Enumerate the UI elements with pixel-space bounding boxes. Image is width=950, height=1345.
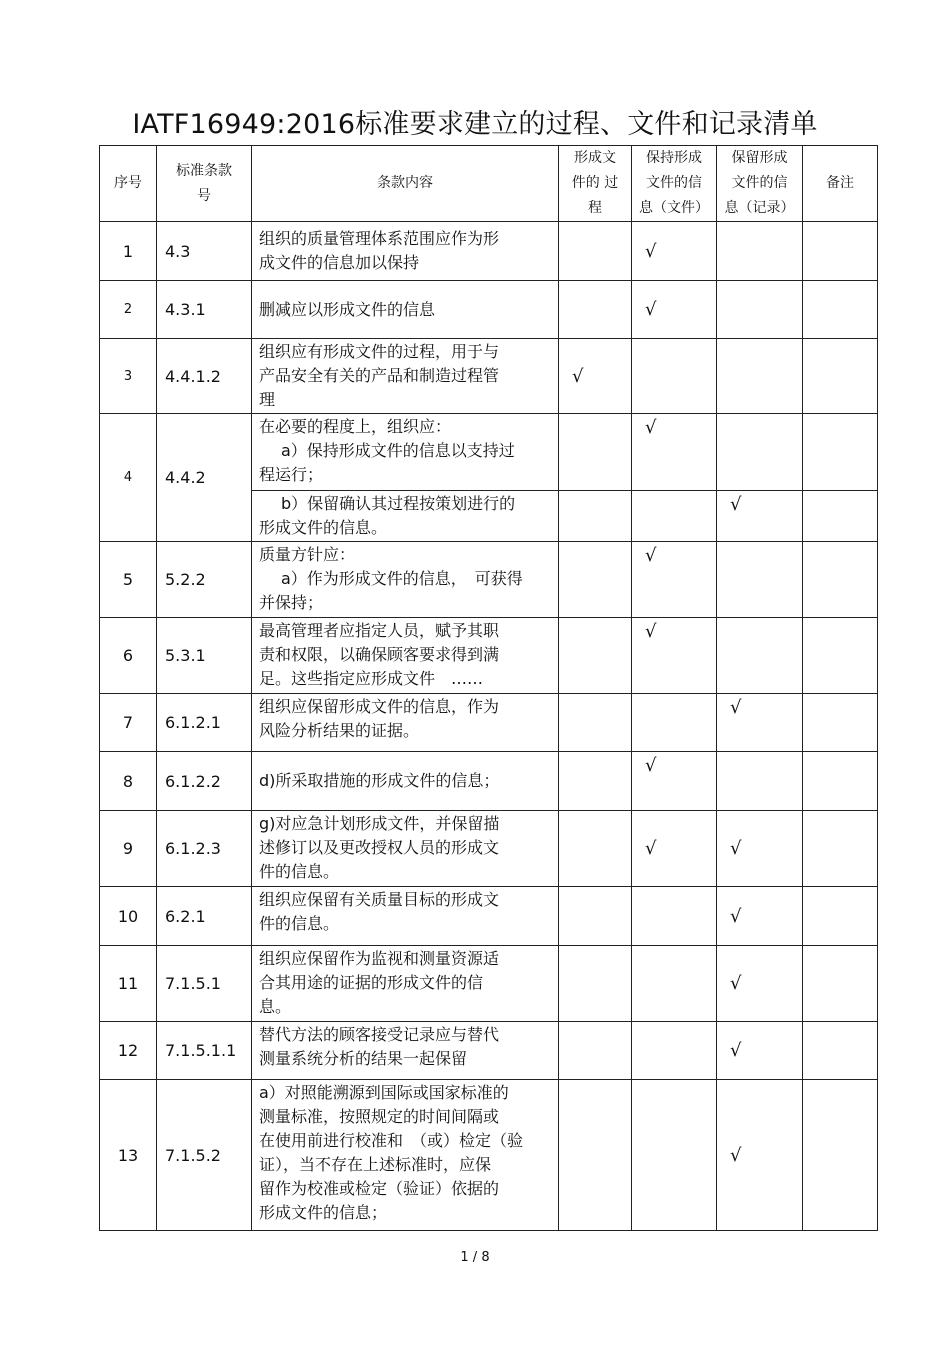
row-clause: 4.4.1.2 [157, 339, 252, 414]
row-remark [803, 752, 878, 811]
row-process-check [559, 946, 632, 1022]
row-maintain-check: √ [632, 281, 717, 339]
row-content: 组织应保留作为监视和测量资源适 合其用途的证据的形成文件的信 息。 [252, 946, 559, 1022]
row-content: 删减应以形成文件的信息 [252, 281, 559, 339]
header-retain: 保留形成 文件的信 息（记录） [717, 146, 803, 222]
header-process: 形成文 件的 过 程 [559, 146, 632, 222]
row-content: 组织应保留有关质量目标的形成文 件的信息。 [252, 887, 559, 946]
row-remark [803, 694, 878, 752]
row-maintain-check: √ [632, 542, 717, 618]
row-clause: 4.4.2 [157, 414, 252, 542]
row-remark [803, 542, 878, 618]
row-remark [803, 222, 878, 281]
row-retain-check [717, 618, 803, 694]
row-process-check [559, 222, 632, 281]
row-remark [803, 1022, 878, 1080]
row-no: 9 [100, 811, 157, 887]
row-clause: 7.1.5.1.1 [157, 1022, 252, 1080]
row-remark [803, 946, 878, 1022]
row-content: 最高管理者应指定人员，赋予其职 责和权限，以确保顾客要求得到满 足。这些指定应形成文件 …… [252, 618, 559, 694]
row-retain-check: √ [717, 946, 803, 1022]
row-content: 组织的质量管理体系范围应作为形 成文件的信息加以保持 [252, 222, 559, 281]
row-maintain-check [632, 1080, 717, 1231]
row-no: 13 [100, 1080, 157, 1231]
row-no: 8 [100, 752, 157, 811]
row-clause: 6.1.2.2 [157, 752, 252, 811]
row-clause: 4.3 [157, 222, 252, 281]
row-content: b）保留确认其过程按策划进行的 形成文件的信息。 [252, 491, 559, 542]
row-retain-check: √ [717, 887, 803, 946]
row-content: 在必要的程度上，组织应： a）保持形成文件的信息以支持过 程运行； [252, 414, 559, 491]
header-remark: 备注 [803, 146, 878, 222]
records-table [99, 145, 878, 1231]
row-no: 10 [100, 887, 157, 946]
table-row [100, 339, 878, 414]
row-process-check: √ [559, 339, 632, 414]
row-no: 4 [100, 414, 157, 542]
row-retain-check: √ [717, 1080, 803, 1231]
row-clause: 4.3.1 [157, 281, 252, 339]
page-title: IATF16949:2016标准要求建立的过程、文件和记录清单 [132, 109, 818, 140]
row-maintain-check: √ [632, 811, 717, 887]
page-number: 1 / 8 [460, 1250, 490, 1265]
row-process-check [559, 1022, 632, 1080]
row-process-check [559, 618, 632, 694]
header-row [100, 146, 878, 222]
row-maintain-check: √ [632, 414, 717, 491]
row-retain-check: √ [717, 811, 803, 887]
row-process-check [559, 887, 632, 946]
row-no: 12 [100, 1022, 157, 1080]
row-remark [803, 618, 878, 694]
row-retain-check [717, 752, 803, 811]
row-remark [803, 1080, 878, 1231]
row-no: 7 [100, 694, 157, 752]
row-maintain-check [632, 1022, 717, 1080]
row-retain-check: √ [717, 694, 803, 752]
row-clause: 7.1.5.2 [157, 1080, 252, 1231]
header-content: 条款内容 [252, 146, 559, 222]
row-remark [803, 491, 878, 542]
table-row [100, 414, 878, 491]
row-content: g)对应急计划形成文件，并保留描 述修订以及更改授权人员的形成文 件的信息。 [252, 811, 559, 887]
row-maintain-check [632, 887, 717, 946]
table-row [100, 1022, 878, 1080]
row-process-check [559, 414, 632, 491]
table-row [100, 887, 878, 946]
row-maintain-check [632, 694, 717, 752]
table-row [100, 752, 878, 811]
row-content: 替代方法的顾客接受记录应与替代 测量系统分析的结果一起保留 [252, 1022, 559, 1080]
row-remark [803, 414, 878, 491]
row-no: 5 [100, 542, 157, 618]
row-retain-check: √ [717, 491, 803, 542]
row-process-check [559, 491, 632, 542]
row-process-check [559, 542, 632, 618]
row-retain-check [717, 542, 803, 618]
table-row [100, 542, 878, 618]
row-clause: 5.3.1 [157, 618, 252, 694]
row-content: 组织应有形成文件的过程，用于与 产品安全有关的产品和制造过程管 理 [252, 339, 559, 414]
table-row [100, 946, 878, 1022]
row-content: a）对照能溯源到国际或国家标准的 测量标准，按照规定的时间间隔或 在使用前进行校准和 （或）检定（验 证），当不存在上述标准时，应保 留作为校准或检定（验证）依据的 形成文件的信息； [252, 1080, 559, 1231]
header-clause: 标准条款 号 [157, 146, 252, 222]
row-maintain-check [632, 339, 717, 414]
row-no: 2 [100, 281, 157, 339]
row-clause: 7.1.5.1 [157, 946, 252, 1022]
row-retain-check [717, 339, 803, 414]
row-retain-check [717, 222, 803, 281]
row-no: 1 [100, 222, 157, 281]
row-maintain-check [632, 946, 717, 1022]
row-remark [803, 281, 878, 339]
table-row [100, 618, 878, 694]
row-no: 3 [100, 339, 157, 414]
row-process-check [559, 694, 632, 752]
table-row [100, 1080, 878, 1231]
row-retain-check: √ [717, 1022, 803, 1080]
row-no: 11 [100, 946, 157, 1022]
header-no: 序号 [100, 146, 157, 222]
row-retain-check [717, 281, 803, 339]
row-process-check [559, 752, 632, 811]
row-clause: 6.1.2.1 [157, 694, 252, 752]
row-content: 组织应保留形成文件的信息，作为 风险分析结果的证据。 [252, 694, 559, 752]
row-remark [803, 339, 878, 414]
row-maintain-check: √ [632, 222, 717, 281]
header-maintain: 保持形成 文件的信 息（文件） [632, 146, 717, 222]
row-content: 质量方针应： a）作为形成文件的信息， 可获得 并保持； [252, 542, 559, 618]
row-clause: 5.2.2 [157, 542, 252, 618]
row-maintain-check [632, 491, 717, 542]
table-row [100, 222, 878, 281]
table-row [100, 694, 878, 752]
row-maintain-check: √ [632, 752, 717, 811]
row-clause: 6.2.1 [157, 887, 252, 946]
row-process-check [559, 811, 632, 887]
row-clause: 6.1.2.3 [157, 811, 252, 887]
row-retain-check [717, 414, 803, 491]
table-row [100, 281, 878, 339]
row-process-check [559, 281, 632, 339]
row-content: d)所采取措施的形成文件的信息； [252, 752, 559, 811]
row-process-check [559, 1080, 632, 1231]
row-remark [803, 887, 878, 946]
table-row [100, 811, 878, 887]
row-no: 6 [100, 618, 157, 694]
row-maintain-check: √ [632, 618, 717, 694]
row-remark [803, 811, 878, 887]
